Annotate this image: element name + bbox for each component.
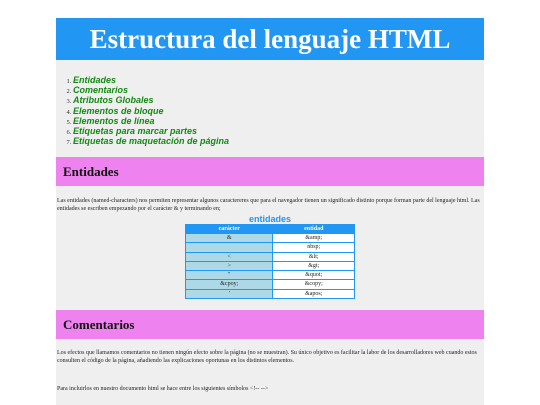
toc-item-elementos-bloque [73,106,473,116]
table-caption: entidades [248,214,291,224]
table-cell-entidad: &quot; [273,271,355,280]
toc-item-elementos-linea [73,116,473,126]
column-header-caracter: carácter [186,225,273,234]
table-cell-entidad: &apos; [273,289,355,298]
toc-item-entidades [73,75,473,85]
table-header-row [186,225,355,234]
table-cell-caracter: & [186,234,273,243]
comentarios-paragraph-2: Para incluirlos en nuestro documento html se hace entre los siguientes símbolos <!-- --> [57,386,269,392]
table-cell-caracter [186,243,273,252]
section-heading-entidades: Entidades [56,157,484,186]
page-container [56,18,484,405]
toc-item-etiquetas-partes [73,126,473,136]
toc-item-comentarios [73,85,473,95]
table-cell-entidad: &gt; [273,261,355,270]
table-cell-caracter: > [186,261,273,270]
toc-link-comentarios[interactable]: Comentarios [73,85,129,96]
table-cell-caracter: ' [186,289,273,298]
table-cell-entidad: &copy; [273,280,355,289]
toc-link-etiquetas-maquetacion[interactable]: Etiquetas de maquetación de página [73,136,230,147]
comentarios-paragraph-1: Los efectos que llamamos comentarios no tienen ningún efecto sobre la página (no se muestran). Su único objetivo es facilitar la labor de los desarrolladores web cuando estos consulten el código de la página, añadiendo las explicaciones oportunas en los distintos elementos. [57,350,477,365]
table-cell-entidad: &amp; [273,234,355,243]
table-cell-entidad: nbsp; [273,243,355,252]
entities-table [185,224,355,299]
toc-item-atributos-globales [73,95,473,105]
table-row [186,261,355,270]
table-row [186,271,355,280]
table-row [186,234,355,243]
table-row [186,289,355,298]
table-cell-entidad: &lt; [273,252,355,261]
table-row [186,280,355,289]
table-cell-caracter: < [186,252,273,261]
page-title: Estructura del lenguaje HTML [56,18,484,60]
toc-link-atributos-globales[interactable]: Atributos Globales [73,95,154,106]
table-cell-caracter: &cpoy; [186,280,273,289]
toc-link-elementos-bloque[interactable]: Elementos de bloque [73,105,164,116]
toc-item-etiquetas-maquetacion [73,136,473,146]
table-of-contents [56,75,473,146]
toc-link-etiquetas-partes[interactable]: Etiquetas para marcar partes [73,125,198,136]
column-header-entidad: entidad [273,225,355,234]
table-row [186,243,355,252]
toc-link-elementos-linea[interactable]: Elementos de línea [73,115,155,126]
table-cell-caracter: " [186,271,273,280]
section-heading-comentarios: Comentarios [56,310,484,339]
entidades-paragraph: Las entidades (named-characters) nos permiten representar algunos caractereres que para el navegador tienen un significado distinto porque forman parte del lenguaje html. Las entidades se escriben empezando por el carácter & y terminando en; [57,198,480,213]
toc-link-entidades[interactable]: Entidades [73,75,117,85]
table-row [186,252,355,261]
